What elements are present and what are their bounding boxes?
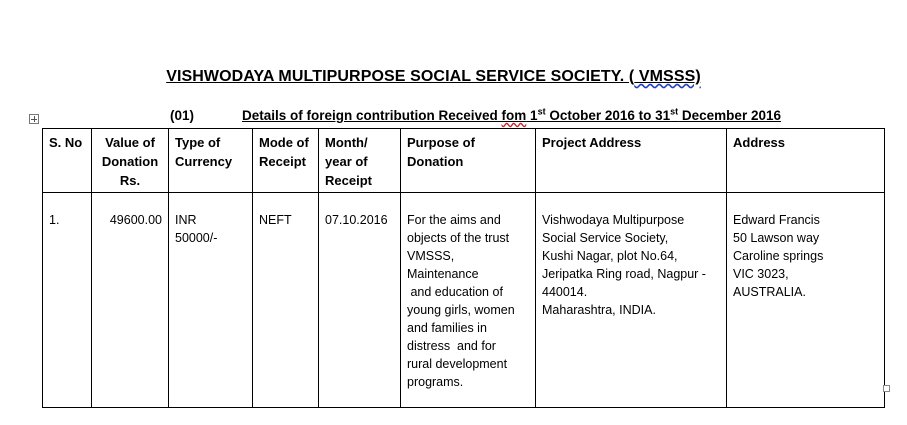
purpose-line: Maintenance [407, 267, 479, 281]
header-value: Value of Donation Rs. [92, 129, 169, 193]
subtitle-prefix: Details of foreign contribution Received [242, 108, 502, 123]
title-abbreviation: VMSSS) [634, 68, 701, 85]
currency-code: INR [175, 213, 197, 227]
header-date: Month/ year of Receipt [319, 129, 401, 193]
cell-address [727, 193, 885, 408]
project-address-line: Vishwodaya Multipurpose [542, 213, 685, 227]
table-resize-handle-icon[interactable] [883, 385, 890, 392]
subtitle-misspelled-word: fom [501, 108, 527, 123]
purpose-line: distress and for [407, 339, 496, 353]
purpose-line: rural development [407, 357, 508, 371]
project-address-line: Jeripatka Ring road, Nagpur - [542, 267, 706, 281]
table-move-handle-icon[interactable] [29, 114, 39, 124]
address-line: AUSTRALIA. [733, 285, 806, 299]
subtitle-end: December 2016 [678, 108, 781, 123]
subtitle-sup1: st [537, 106, 546, 117]
project-address-line: Kushi Nagar, plot No.64, [542, 249, 678, 263]
header-project-address: Project Address [536, 129, 727, 193]
donation-table [42, 128, 885, 408]
purpose-line: programs. [407, 375, 464, 389]
table-header-row [43, 129, 885, 193]
address-line: Edward Francis [733, 213, 820, 227]
subtitle-date1: 1 [526, 108, 538, 123]
project-address-line: Maharashtra, INDIA. [542, 303, 656, 317]
purpose-line: and education of [407, 285, 503, 299]
address-line: Caroline springs [733, 249, 824, 263]
purpose-line: and families in [407, 321, 487, 335]
cell-currency [169, 193, 253, 408]
header-mode: Mode of Receipt [253, 129, 319, 193]
header-sno: S. No [43, 129, 92, 193]
currency-amount: 50000/- [175, 231, 218, 245]
address-line: VIC 3023, [733, 267, 789, 281]
cell-value: 49600.00 [92, 193, 169, 408]
cell-purpose [401, 193, 536, 408]
cell-sno: 1. [43, 193, 92, 408]
address-line: 50 Lawson way [733, 231, 820, 245]
header-currency: Type of Currency [169, 129, 253, 193]
subtitle-mid: October 2016 to 31 [545, 108, 671, 123]
header-purpose: Purpose of Donation [401, 129, 536, 193]
table-row [43, 193, 885, 408]
purpose-line: For the aims and [407, 213, 501, 227]
project-address-line: 440014. [542, 285, 588, 299]
section-number: (01) [170, 108, 195, 123]
purpose-line: VMSSS, [407, 249, 455, 263]
purpose-line: objects of the trust [407, 231, 510, 245]
purpose-line: young girls, women [407, 303, 515, 317]
project-address-line: Social Service Society, [542, 231, 669, 245]
cell-project-address [536, 193, 727, 408]
title-main: VISHWODAYA MULTIPURPOSE SOCIAL SERVICE SOCIETY. ( [166, 68, 635, 85]
cell-mode: NEFT [253, 193, 319, 408]
subtitle-sup2: st [670, 106, 679, 117]
cell-date: 07.10.2016 [319, 193, 401, 408]
header-address: Address [727, 129, 885, 193]
section-subtitle [242, 108, 781, 123]
document-title [0, 68, 867, 86]
